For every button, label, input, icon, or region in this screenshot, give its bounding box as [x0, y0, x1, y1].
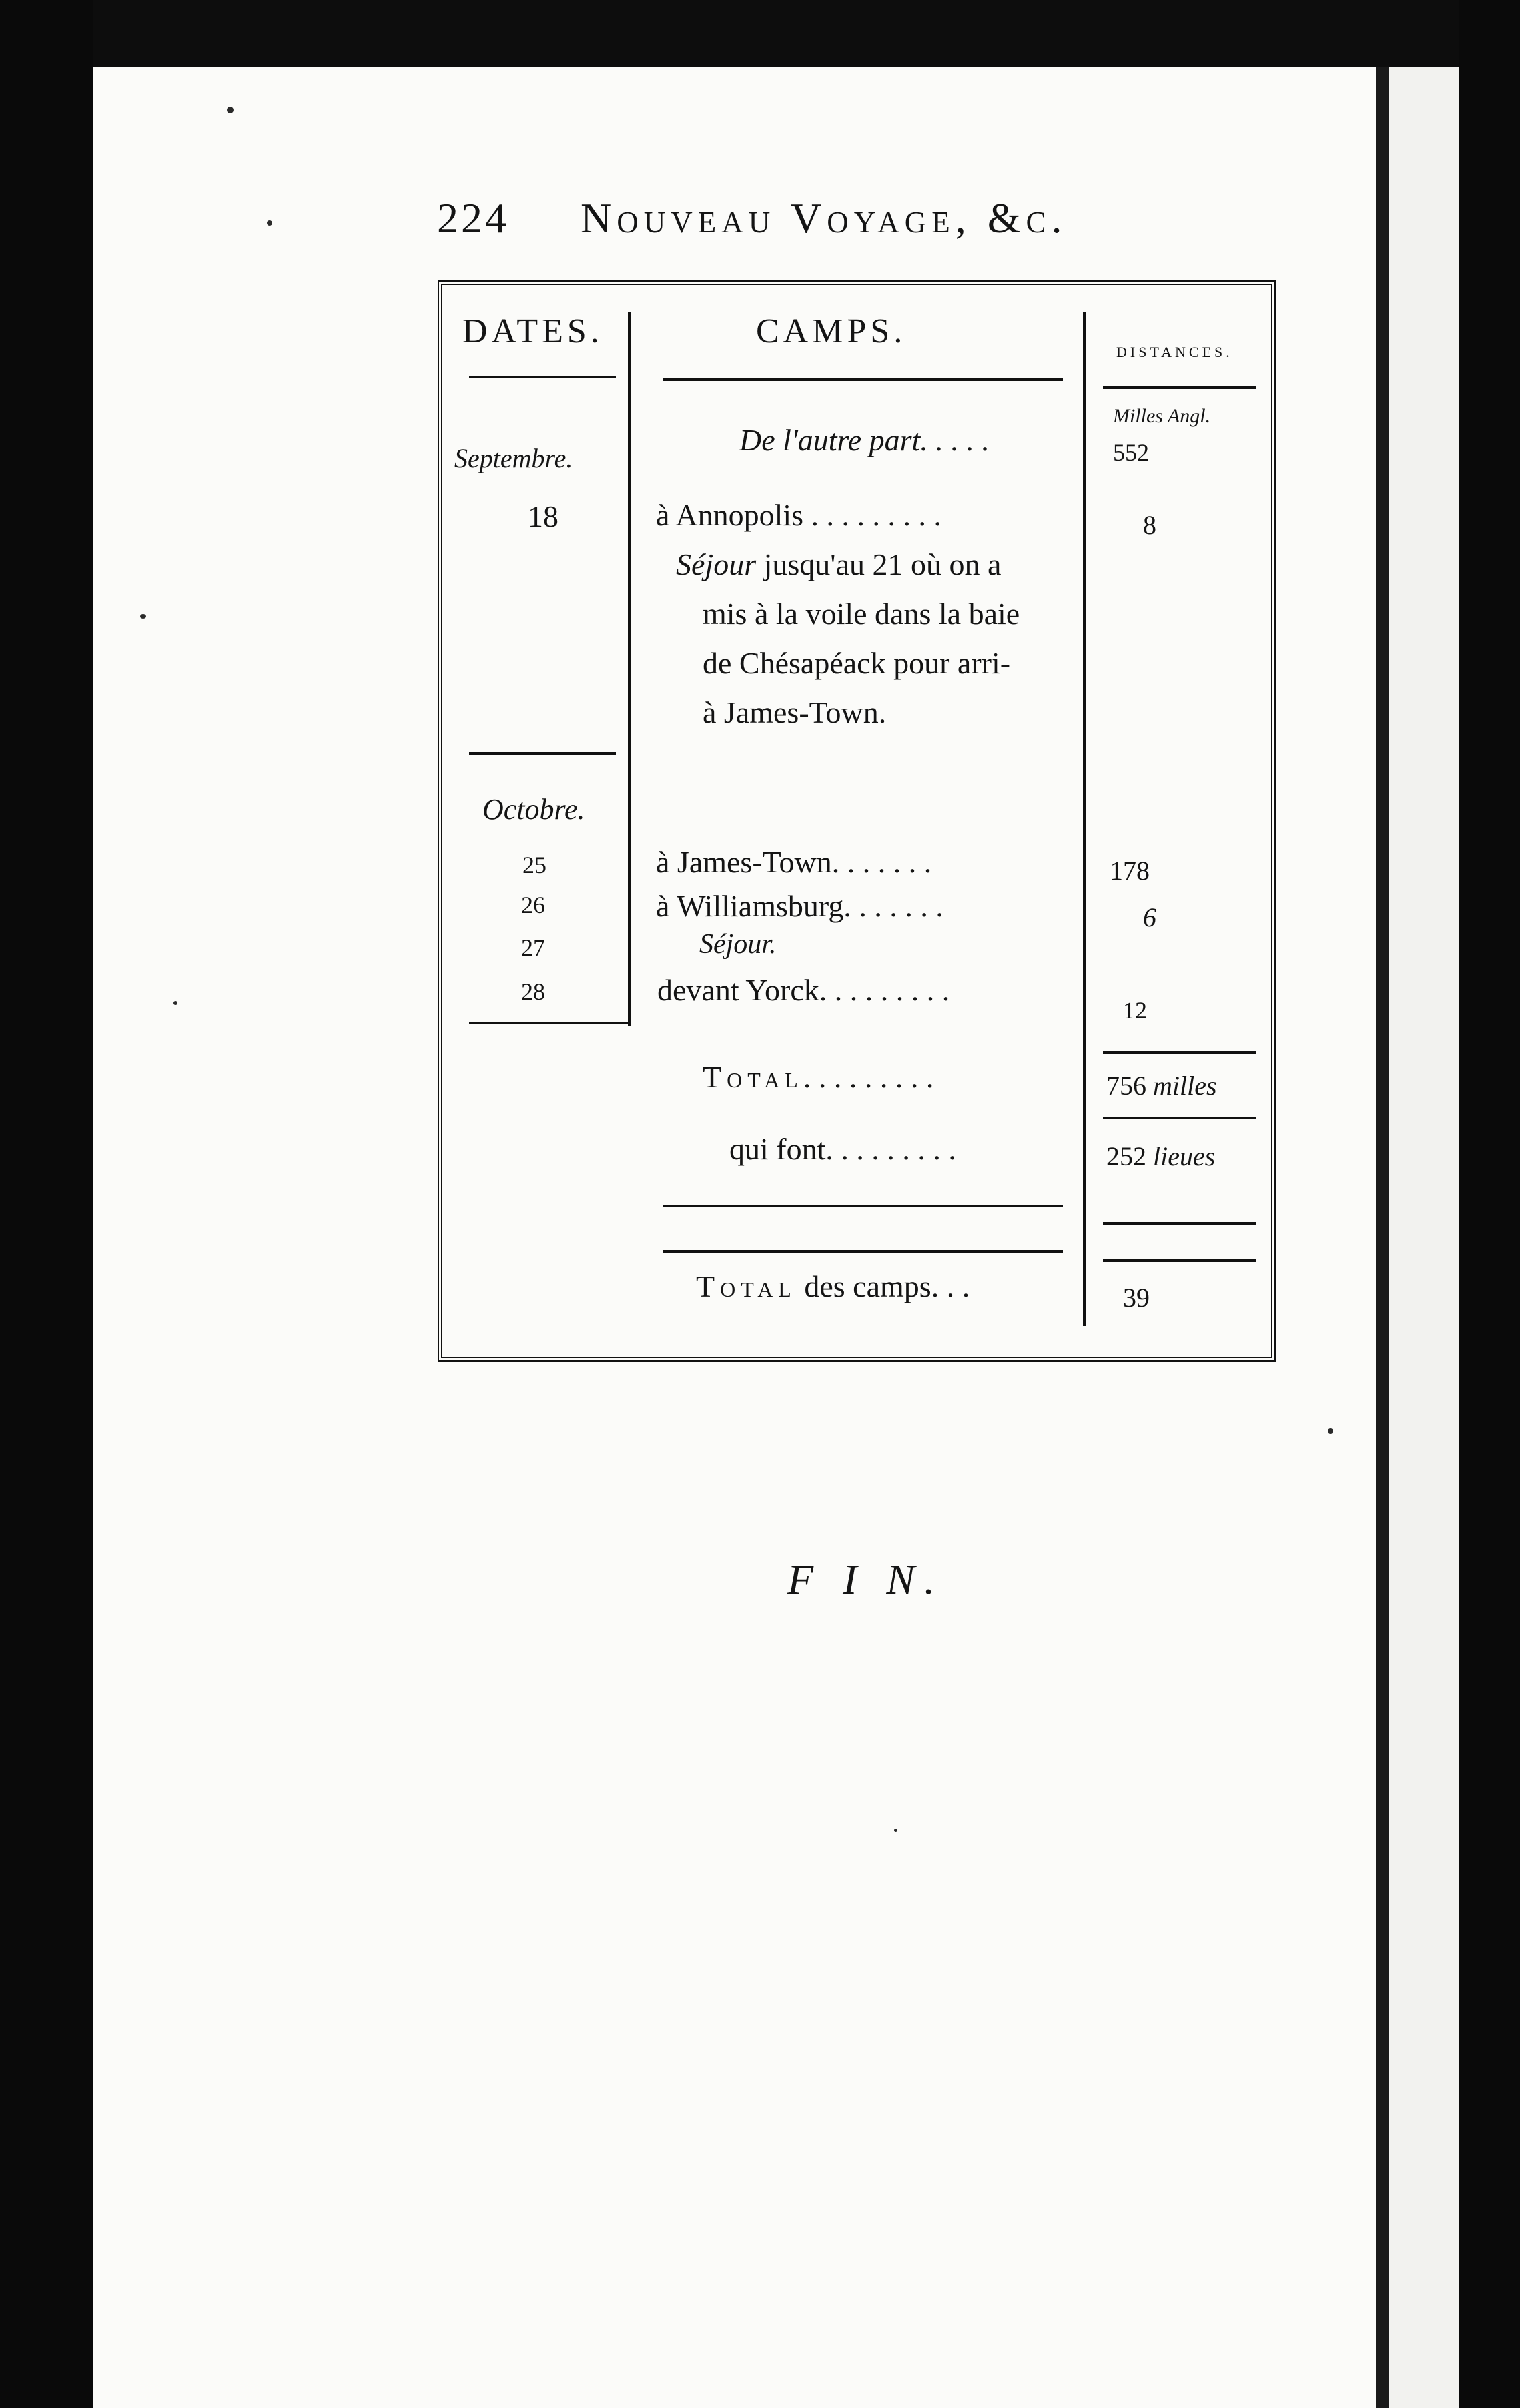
total-camps-value: 39	[1123, 1283, 1150, 1313]
page-number: 224	[437, 194, 509, 242]
running-head	[437, 194, 1164, 254]
scan-border-right	[1459, 0, 1520, 2408]
row-sejour-4: à James-Town.	[703, 695, 887, 729]
header-dates: DATES.	[462, 312, 603, 350]
qui-font-row: qui font. . . . . . . . .	[729, 1132, 956, 1166]
total-row: Total. . . . . . . . .	[703, 1060, 934, 1094]
date-28: 28	[521, 978, 545, 1005]
date-26: 26	[521, 892, 545, 918]
row-sejour-2: mis à la voile dans la baie	[703, 597, 1020, 631]
row-james-town: à James-Town. . . . . . .	[656, 845, 932, 879]
row-sejour-3: de Chésapéack pour arri-	[703, 646, 1011, 680]
total-camps-row: Total des camps. . .	[696, 1269, 970, 1303]
row-sejour-1: Séjour jusqu'au 21 où on a	[676, 547, 1002, 581]
page-gutter	[1376, 67, 1389, 2408]
carried-value: 552	[1113, 439, 1149, 466]
fin-text: F I N.	[787, 1556, 945, 1603]
distance-yorck: 12	[1123, 997, 1147, 1024]
facing-page-edge	[1389, 67, 1459, 2408]
total-value: 756 milles	[1106, 1071, 1217, 1101]
distance-annopolis: 8	[1143, 510, 1156, 540]
date-18: 18	[528, 499, 558, 533]
row-sejour-oct: Séjour.	[699, 929, 777, 960]
carried-label: De l'autre part. . . . .	[739, 423, 990, 457]
month-october: Octobre.	[482, 793, 585, 826]
distance-james-town: 178	[1110, 856, 1150, 886]
row-yorck: devant Yorck. . . . . . . . .	[657, 973, 950, 1007]
row-annopolis: à Annopolis . . . . . . . . .	[656, 498, 942, 532]
header-camps: CAMPS.	[756, 312, 907, 350]
divider-camps-distances	[1083, 312, 1086, 1326]
row-williamsburg: à Williamsburg. . . . . . .	[656, 889, 943, 923]
header-distances: DISTANCES.	[1116, 344, 1233, 360]
qui-font-value: 252 lieues	[1106, 1141, 1216, 1171]
distance-williamsburg: 6	[1143, 902, 1156, 932]
divider-dates-camps	[628, 312, 631, 1026]
running-title: Nouveau Voyage, &c.	[581, 194, 1068, 242]
date-27: 27	[521, 934, 545, 961]
month-september: Septembre.	[454, 443, 573, 473]
scan-border-left	[0, 0, 93, 2408]
itinerary-table	[438, 280, 1276, 1362]
date-25: 25	[522, 852, 546, 878]
scan-border-top	[0, 0, 1520, 67]
units-label: Milles Angl.	[1113, 405, 1211, 427]
